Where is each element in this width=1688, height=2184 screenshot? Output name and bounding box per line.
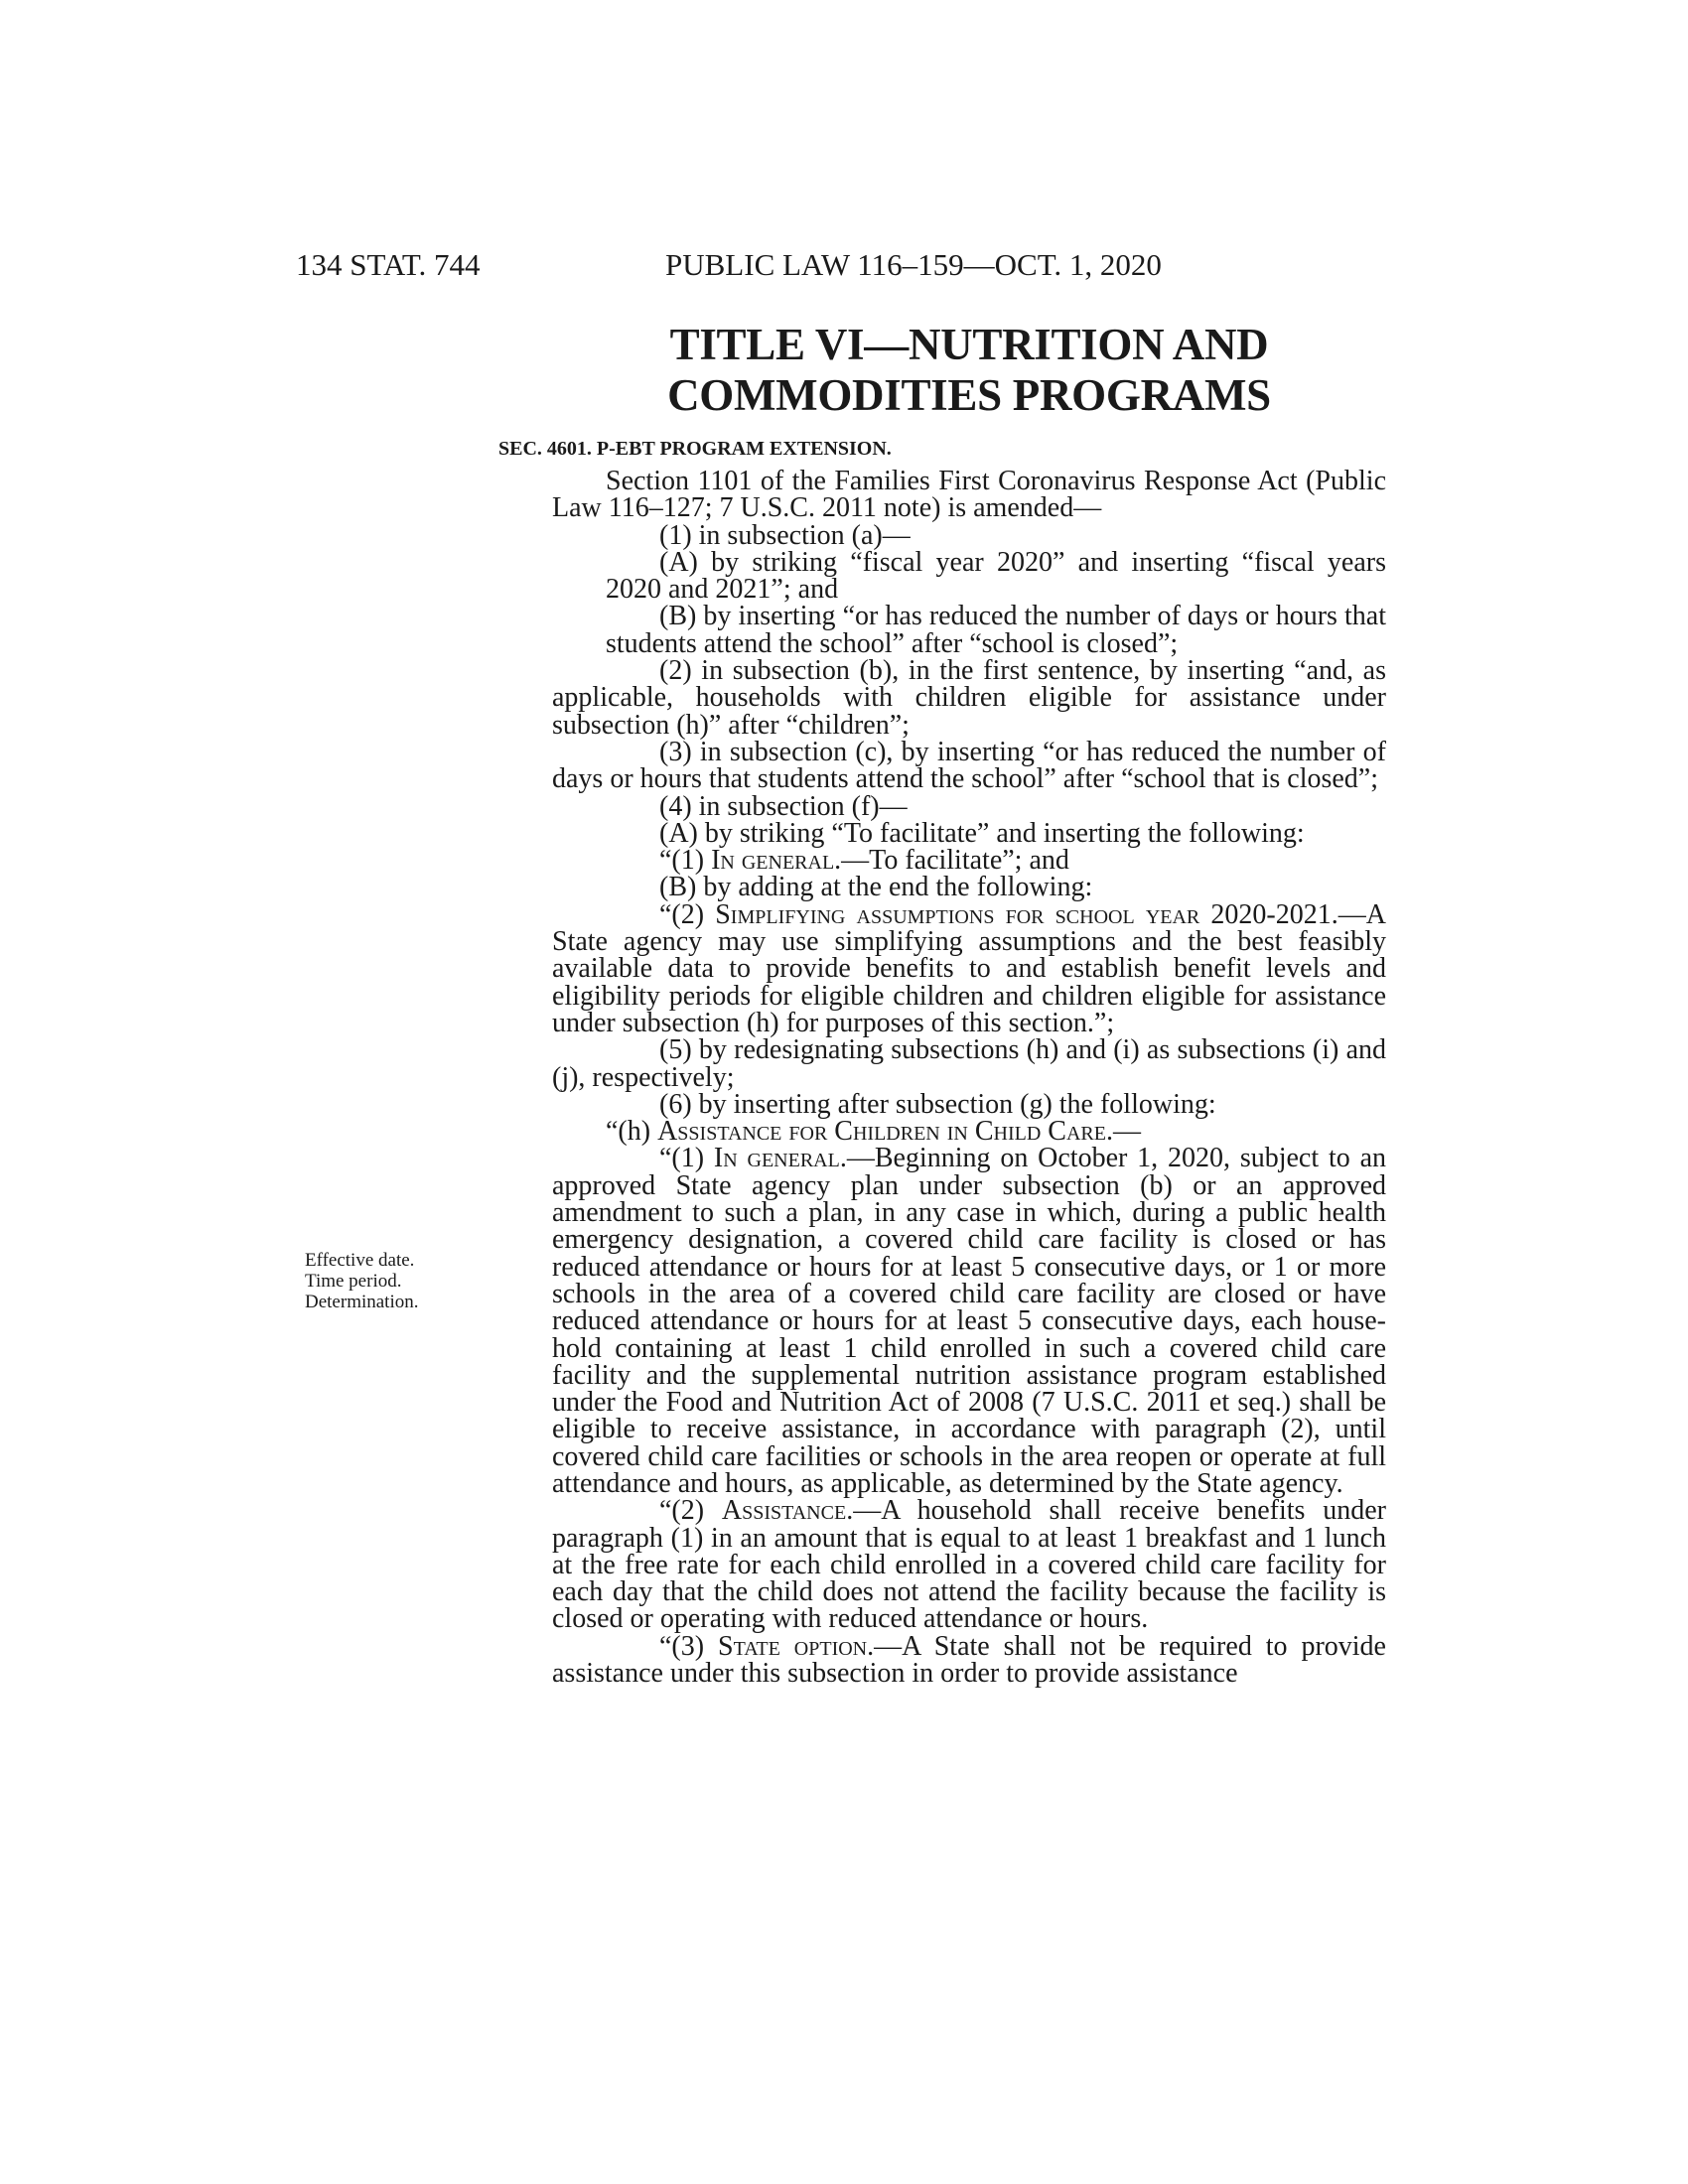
subsection-h-paragraph-2 — [552, 1495, 1386, 1635]
paragraph-heading: State option — [718, 1630, 868, 1662]
quote-heading: Simplifying assumptions for school year 2020-2021 — [715, 898, 1332, 930]
subsection-h-paragraph-1 — [552, 1145, 1386, 1497]
paragraph-text: .—Beginning on October 1, 2020, subject to an approved State agency plan under subsection (b) or an approved amendment to such a plan, in any case in which, during a public health emergency designation, a covered child care facility is closed or has reduced attendance or hours for at least 5 consecutive days, or 1 or more schools in the area of a covered child care facility are closed or have reduced attendance or hours for at least 5 consecutive days, each household containing at least 1 child enrolled in such a covered child care facility and the supplemental nutrition assistance program established under the Food and Nutrition Act of 2008 (7 U.S.C. 2011 et seq.) shall be eligible to receive assistance, in accordance with paragraph (2), until covered child care facilities or schools in the area reopen or operate at full attendance and hours, as applicable, as determined by the State agency. — [552, 1143, 1386, 1499]
public-law-and-date: PUBLIC LAW 116–159—OCT. 1, 2020 — [665, 247, 1162, 282]
title-line-2: COMMODITIES PROGRAMS — [667, 370, 1271, 420]
subparagraph-4a: (A) by striking “To facilitate” and inserting the following: — [659, 817, 1305, 849]
quote-heading: In general — [711, 845, 835, 877]
subsection-h-heading — [552, 1116, 1386, 1148]
quote-text: .— — [1105, 1116, 1141, 1148]
quote-text: .—A State agency may use simplifying assumptions and the best feasibly available data to provide benefits to and establish benefit levels and eligibility periods for eligible children and children eligible for assistance under subsection (h) for purposes of this section.”; — [552, 898, 1386, 1038]
paragraph-heading: In general — [713, 1143, 840, 1174]
subsection-h-paragraph-3 — [552, 1630, 1386, 1690]
section-heading: SEC. 4601. P-EBT PROGRAM EXTENSION. — [498, 438, 892, 460]
subsection-h-title: Assistance for Children in Child Care — [657, 1116, 1106, 1148]
paragraph-5: (5) by redesignating subsections (h) and (i) as subsections (i) and (j), respectively; — [552, 1034, 1386, 1093]
intro-paragraph: Section 1101 of the Families First Coronavirus Response Act (Public Law 116–127; 7 U.S.C. 2011 note) is amended— — [552, 466, 1386, 524]
quoted-paragraph-1 — [552, 845, 1386, 877]
quote-prefix: “(2) — [659, 898, 716, 930]
paragraph-text: .—A household shall receive benefits under paragraph (1) in an amount that is equal to at least 1 breakfast and 1 lunch at the free rate for each child enrolled in a covered child care facility for each day that the child does not attend the facility because the facility is closed or operating with reduced attendance or hours. — [552, 1495, 1386, 1635]
subparagraph-4b: (B) by adding at the end the following: — [659, 872, 1093, 903]
stat-page-number: 134 STAT. 744 — [296, 247, 481, 282]
quote-text: .—To facilitate”; and — [834, 845, 1069, 877]
title-line-1: TITLE VI—NUTRITION AND — [669, 320, 1269, 369]
margin-note-line: Determination. — [305, 1292, 419, 1312]
paragraph-6: (6) by inserting after subsection (g) the following: — [659, 1088, 1216, 1120]
quote-prefix: “(1) — [659, 845, 712, 877]
margin-note-line: Time period. — [305, 1271, 402, 1292]
margin-note-line: Effective date. — [305, 1250, 415, 1271]
paragraph-4: (4) in subsection (f)— — [659, 790, 908, 822]
subparagraph-1b: (B) by inserting “or has reduced the number of days or hours that students attend the school” after “school is closed”; — [606, 601, 1386, 659]
section-body — [552, 466, 1386, 1690]
paragraph-heading: Assistance — [721, 1495, 847, 1527]
title-heading — [552, 320, 1386, 421]
quote-prefix: “(1) — [659, 1143, 714, 1174]
subparagraph-1a: (A) by striking “fiscal year 2020” and inserting “fiscal years 2020 and 2021”; and — [606, 546, 1386, 606]
paragraph-1: (1) in subsection (a)— — [659, 519, 911, 551]
paragraph-3: (3) in subsection (c), by inserting “or has reduced the number of days or hours that students attend the school” after “school that is closed”; — [552, 736, 1386, 795]
quoted-paragraph-2 — [552, 898, 1386, 1038]
quote-prefix: “(2) — [659, 1495, 722, 1527]
paragraph-text: .—A State shall not be required to provide assistance under this subsection in order to provide assistance — [552, 1630, 1386, 1690]
margin-note — [305, 1250, 419, 1312]
paragraph-2: (2) in subsection (b), in the first sentence, by inserting “and, as applicable, households with children eligible for assistance under subsection (h)” after “children”; — [552, 655, 1386, 741]
quote-prefix: “(h) — [606, 1116, 658, 1148]
quote-prefix: “(3) — [659, 1630, 719, 1662]
